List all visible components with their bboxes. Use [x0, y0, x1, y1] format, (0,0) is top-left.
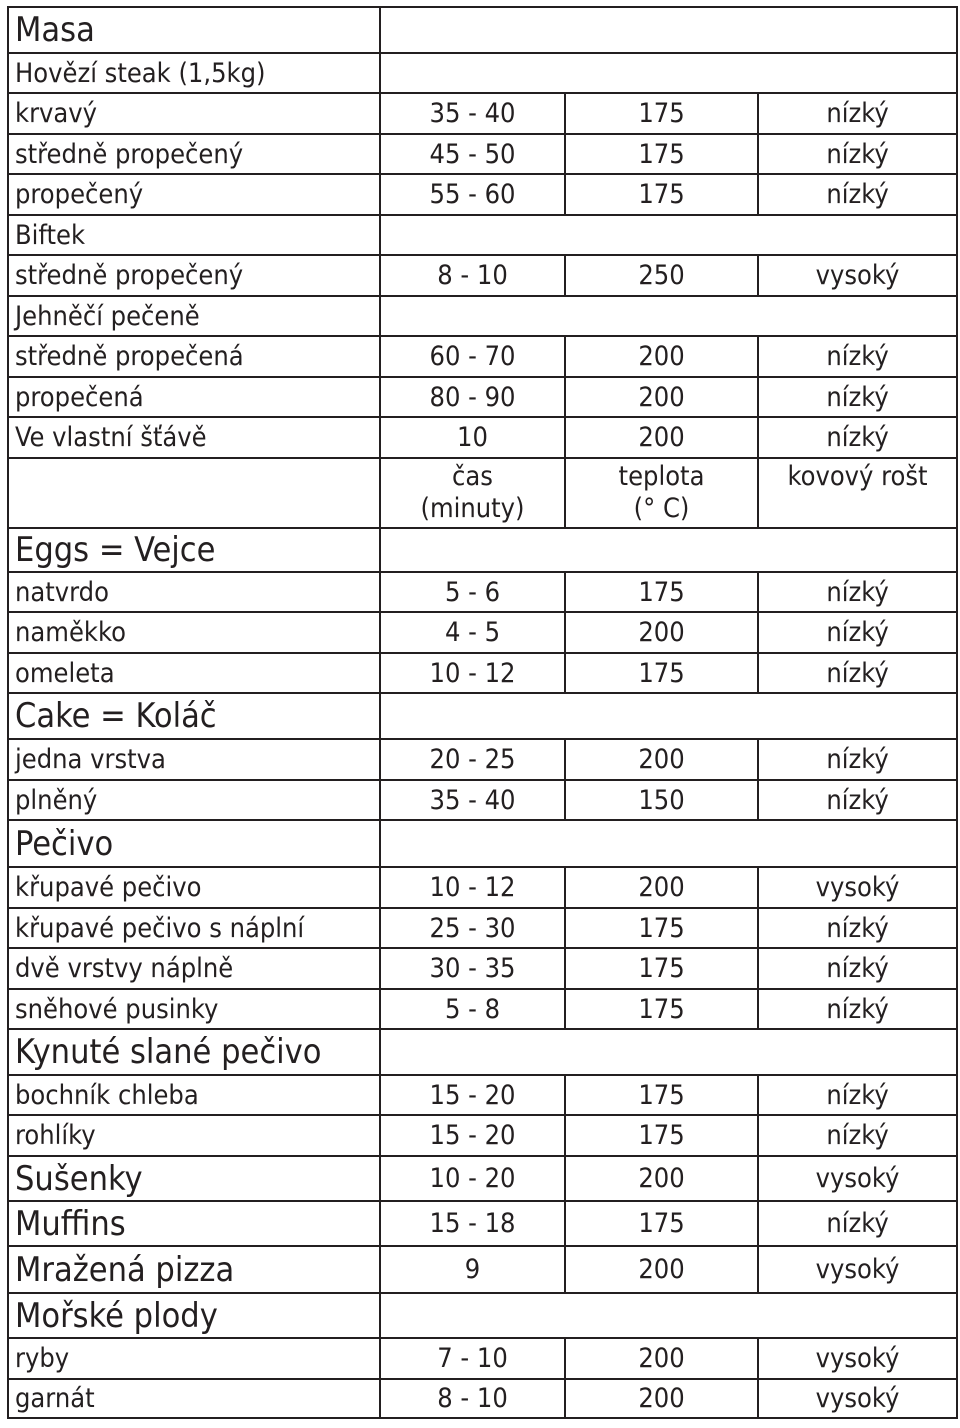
time-value: 45 - 50 — [380, 134, 565, 174]
table-row — [8, 867, 957, 908]
food-label: natvrdo — [8, 572, 380, 612]
table-row — [8, 739, 957, 780]
temperature-value: 200 — [565, 739, 758, 780]
rack-position: nízký — [758, 134, 957, 174]
cooking-table — [7, 6, 958, 1419]
temperature-value: 175 — [565, 174, 758, 215]
food-label: plněný — [8, 780, 380, 820]
temperature-value: 200 — [565, 867, 758, 908]
empty-cell — [380, 820, 957, 867]
section-title: Mořské plody — [8, 1293, 380, 1338]
time-value: 9 — [380, 1246, 565, 1293]
section-title: Eggs = Vejce — [8, 528, 380, 572]
empty-cell — [380, 693, 957, 739]
table-row — [8, 572, 957, 612]
subsection-row — [8, 296, 957, 336]
empty-cell — [380, 1293, 957, 1338]
time-value: 10 — [380, 417, 565, 458]
section-row — [8, 1029, 957, 1075]
time-value: 7 - 10 — [380, 1338, 565, 1379]
rack-position: vysoký — [758, 1246, 957, 1293]
table-row — [8, 1156, 957, 1201]
rack-position: nízký — [758, 908, 957, 948]
food-label: rohlíky — [8, 1115, 380, 1156]
rack-position: nízký — [758, 1075, 957, 1115]
empty-cell — [380, 7, 957, 53]
section-title: Masa — [8, 7, 380, 53]
table-row — [8, 908, 957, 948]
food-label: dvě vrstvy náplně — [8, 948, 380, 989]
temperature-value: 175 — [565, 989, 758, 1029]
food-label: Mražená pizza — [8, 1246, 380, 1293]
rack-position: nízký — [758, 93, 957, 134]
food-label: křupavé pečivo s náplní — [8, 908, 380, 948]
rack-position: nízký — [758, 948, 957, 989]
section-title: Pečivo — [8, 820, 380, 867]
empty-cell — [380, 53, 957, 93]
time-value: 8 - 10 — [380, 1379, 565, 1418]
food-label: středně propečený — [8, 134, 380, 174]
table-row — [8, 377, 957, 417]
food-label: sněhové pusinky — [8, 989, 380, 1029]
table-row — [8, 948, 957, 989]
food-label: omeleta — [8, 653, 380, 693]
food-label: garnát — [8, 1379, 380, 1418]
rack-position: vysoký — [758, 1338, 957, 1379]
table-row — [8, 93, 957, 134]
time-value: 4 - 5 — [380, 612, 565, 653]
time-value: 5 - 8 — [380, 989, 565, 1029]
rack-position: nízký — [758, 739, 957, 780]
table-row — [8, 1379, 957, 1418]
table-row — [8, 1201, 957, 1246]
empty-cell — [380, 296, 957, 336]
rack-position: vysoký — [758, 867, 957, 908]
time-value: 35 - 40 — [380, 93, 565, 134]
subsection-row — [8, 53, 957, 93]
table-row — [8, 255, 957, 296]
time-value: 8 - 10 — [380, 255, 565, 296]
table-row — [8, 174, 957, 215]
food-label: naměkko — [8, 612, 380, 653]
table-row — [8, 653, 957, 693]
time-value: 10 - 12 — [380, 867, 565, 908]
time-value: 55 - 60 — [380, 174, 565, 215]
table-row — [8, 1075, 957, 1115]
rack-position: nízký — [758, 989, 957, 1029]
empty-cell — [380, 1029, 957, 1075]
temperature-value: 175 — [565, 1201, 758, 1246]
cooking-table-body — [8, 7, 957, 1418]
section-row — [8, 1293, 957, 1338]
table-row — [8, 1246, 957, 1293]
temperature-value: 200 — [565, 377, 758, 417]
time-value: 35 - 40 — [380, 780, 565, 820]
time-value: 25 - 30 — [380, 908, 565, 948]
food-label: jedna vrstva — [8, 739, 380, 780]
time-value: 10 - 20 — [380, 1156, 565, 1201]
rack-position: nízký — [758, 174, 957, 215]
food-label: středně propečená — [8, 336, 380, 377]
subsection-title: Hovězí steak (1,5kg) — [8, 53, 380, 93]
food-label: Ve vlastní šťávě — [8, 417, 380, 458]
table-row — [8, 989, 957, 1029]
rack-position: vysoký — [758, 255, 957, 296]
rack-position: nízký — [758, 572, 957, 612]
section-title: Kynuté slané pečivo — [8, 1029, 380, 1075]
temperature-value: 150 — [565, 780, 758, 820]
rack-position: nízký — [758, 780, 957, 820]
time-value: 5 - 6 — [380, 572, 565, 612]
header-time — [380, 458, 565, 528]
temperature-value: 200 — [565, 417, 758, 458]
empty-cell — [380, 528, 957, 572]
rack-position: nízký — [758, 1115, 957, 1156]
table-row — [8, 612, 957, 653]
temperature-value: 175 — [565, 134, 758, 174]
time-value: 15 - 18 — [380, 1201, 565, 1246]
rack-position: nízký — [758, 417, 957, 458]
temperature-value: 175 — [565, 908, 758, 948]
header-rack-line: kovový rošt — [787, 461, 928, 492]
rack-position: nízký — [758, 653, 957, 693]
header-temperature-line: (° C) — [633, 493, 690, 525]
header-temperature-line: teplota — [618, 461, 705, 492]
food-label: propečená — [8, 377, 380, 417]
section-row — [8, 693, 957, 739]
time-value: 30 - 35 — [380, 948, 565, 989]
rack-position: vysoký — [758, 1156, 957, 1201]
temperature-value: 175 — [565, 653, 758, 693]
temperature-value: 175 — [565, 93, 758, 134]
time-value: 15 - 20 — [380, 1075, 565, 1115]
time-value: 20 - 25 — [380, 739, 565, 780]
rack-position: nízký — [758, 1201, 957, 1246]
food-label: ryby — [8, 1338, 380, 1379]
rack-position: nízký — [758, 612, 957, 653]
table-row — [8, 1115, 957, 1156]
temperature-value: 200 — [565, 1338, 758, 1379]
header-time-line: (minuty) — [420, 493, 525, 525]
section-row — [8, 528, 957, 572]
temperature-value: 175 — [565, 572, 758, 612]
temperature-value: 200 — [565, 1246, 758, 1293]
table-row — [8, 780, 957, 820]
empty-cell — [8, 458, 380, 528]
section-row — [8, 7, 957, 53]
table-row — [8, 417, 957, 458]
table-row — [8, 336, 957, 377]
temperature-value: 175 — [565, 1115, 758, 1156]
time-value: 80 - 90 — [380, 377, 565, 417]
rack-position: nízký — [758, 336, 957, 377]
temperature-value: 250 — [565, 255, 758, 296]
empty-cell — [380, 215, 957, 255]
food-label: krvavý — [8, 93, 380, 134]
temperature-value: 200 — [565, 1379, 758, 1418]
food-label: středně propečený — [8, 255, 380, 296]
food-label: Muffins — [8, 1201, 380, 1246]
temperature-value: 175 — [565, 948, 758, 989]
subsection-title: Biftek — [8, 215, 380, 255]
section-title: Cake = Koláč — [8, 693, 380, 739]
food-label: křupavé pečivo — [8, 867, 380, 908]
header-temperature — [565, 458, 758, 528]
table-row — [8, 1338, 957, 1379]
header-rack — [758, 458, 957, 528]
time-value: 60 - 70 — [380, 336, 565, 377]
time-value: 10 - 12 — [380, 653, 565, 693]
subsection-title: Jehněčí pečeně — [8, 296, 380, 336]
header-time-line: čas — [452, 461, 493, 492]
subsection-row — [8, 215, 957, 255]
temperature-value: 175 — [565, 1075, 758, 1115]
section-row — [8, 820, 957, 867]
food-label: propečený — [8, 174, 380, 215]
temperature-value: 200 — [565, 336, 758, 377]
column-header-row — [8, 458, 957, 528]
table-row — [8, 134, 957, 174]
temperature-value: 200 — [565, 1156, 758, 1201]
food-label: Sušenky — [8, 1156, 380, 1201]
rack-position: vysoký — [758, 1379, 957, 1418]
food-label: bochník chleba — [8, 1075, 380, 1115]
time-value: 15 - 20 — [380, 1115, 565, 1156]
rack-position: nízký — [758, 377, 957, 417]
temperature-value: 200 — [565, 612, 758, 653]
